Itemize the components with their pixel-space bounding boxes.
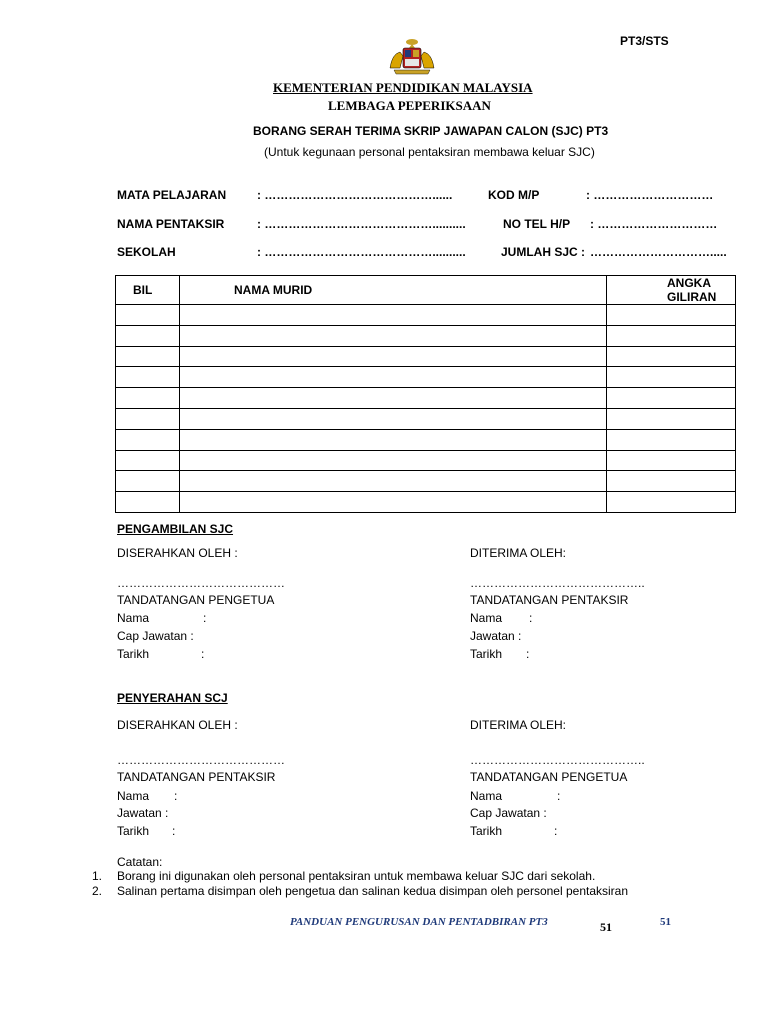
- examination-board: LEMBAGA PEPERIKSAAN: [328, 98, 491, 113]
- coat-of-arms-logo: [386, 38, 438, 78]
- index-number-cell[interactable]: [607, 450, 736, 471]
- collection-assessor-date-label: Tarikh: [470, 647, 503, 661]
- collection-principal-date-colon: :: [201, 647, 205, 661]
- handover-principal-stamp-label: Cap Jawatan :: [470, 806, 547, 820]
- index-number-cell[interactable]: [607, 408, 736, 429]
- page-number-inline: 51: [600, 920, 612, 934]
- table-row: [116, 346, 736, 367]
- bil-cell[interactable]: [116, 429, 180, 450]
- subject-code-label: KOD M/P: [488, 188, 540, 202]
- subject-field[interactable]: : ……………………………………......: [257, 188, 453, 202]
- student-name-cell[interactable]: [180, 471, 607, 492]
- collection-principal-stamp-label: Cap Jawatan :: [117, 629, 194, 643]
- note-2: Salinan pertama disimpan oleh pengetua dan salinan kedua disimpan oleh personel pentaksiran: [117, 884, 629, 898]
- table-row: [116, 367, 736, 388]
- collection-principal-name-label: Nama: [117, 611, 150, 625]
- handover-principal-date-label: Tarikh: [470, 824, 503, 838]
- handover-received-by-label: DITERIMA OLEH:: [470, 718, 567, 732]
- bil-cell[interactable]: [116, 388, 180, 409]
- phone-label: NO TEL H/P: [503, 217, 571, 231]
- footer-guide-title: PANDUAN PENGURUSAN DAN PENTADBIRAN PT3: [290, 916, 548, 928]
- phone-field[interactable]: : …………………………: [590, 217, 718, 231]
- collection-heading: PENGAMBILAN SJC: [117, 522, 234, 536]
- collection-principal-signature-label: TANDATANGAN PENGETUA: [117, 593, 275, 607]
- table-row: [116, 471, 736, 492]
- ministry-name: KEMENTERIAN PENDIDIKAN MALAYSIA: [273, 80, 533, 95]
- index-number-cell[interactable]: [607, 346, 736, 367]
- column-header-bil: BIL: [116, 276, 180, 305]
- table-row: [116, 450, 736, 471]
- student-name-cell[interactable]: [180, 492, 607, 513]
- collection-assessor-date-colon: :: [526, 647, 530, 661]
- student-name-cell[interactable]: [180, 450, 607, 471]
- bil-cell[interactable]: [116, 492, 180, 513]
- table-row: [116, 305, 736, 326]
- student-name-cell[interactable]: [180, 388, 607, 409]
- student-name-cell[interactable]: [180, 429, 607, 450]
- handover-assessor-date-label: Tarikh: [117, 824, 150, 838]
- collection-principal-name-colon: :: [203, 611, 207, 625]
- handover-assessor-date-colon: :: [172, 824, 176, 838]
- bil-cell[interactable]: [116, 325, 180, 346]
- collection-principal-signature-line[interactable]: ……………………………………: [117, 576, 285, 590]
- collection-received-by-label: DITERIMA OLEH:: [470, 546, 567, 560]
- collection-assessor-name-colon: :: [529, 611, 533, 625]
- total-sjc-label: JUMLAH SJC :: [501, 245, 586, 259]
- table-row: [116, 325, 736, 346]
- index-number-cell[interactable]: [607, 471, 736, 492]
- column-header-index-number: ANGKA GILIRAN: [607, 276, 736, 305]
- assessor-name-field[interactable]: : ……………………………………..........: [257, 217, 466, 231]
- index-number-cell[interactable]: [607, 492, 736, 513]
- bil-cell[interactable]: [116, 471, 180, 492]
- column-header-student-name: NAMA MURID: [180, 276, 607, 305]
- table-row: [116, 388, 736, 409]
- bil-cell[interactable]: [116, 367, 180, 388]
- bil-cell[interactable]: [116, 408, 180, 429]
- page-number: 51: [660, 916, 671, 928]
- collection-assessor-post-label: Jawatan :: [470, 629, 522, 643]
- index-number-cell[interactable]: [607, 429, 736, 450]
- handover-principal-name-colon: :: [557, 789, 561, 803]
- school-field[interactable]: : ……………………………………..........: [257, 245, 466, 259]
- bil-cell[interactable]: [116, 305, 180, 326]
- subject-label: MATA PELAJARAN: [117, 188, 227, 202]
- table-row: [116, 408, 736, 429]
- school-label: SEKOLAH: [117, 245, 176, 259]
- subject-code-field[interactable]: : …………………………: [586, 188, 714, 202]
- table-row: [116, 429, 736, 450]
- handover-assessor-signature-line[interactable]: ……………………………………: [117, 753, 285, 767]
- student-table: [115, 275, 736, 513]
- assessor-name-label: NAMA PENTAKSIR: [117, 217, 225, 231]
- total-sjc-field[interactable]: ………………………….....: [590, 245, 727, 259]
- bil-cell[interactable]: [116, 346, 180, 367]
- handover-assessor-name-colon: :: [174, 789, 178, 803]
- bil-cell[interactable]: [116, 450, 180, 471]
- form-title: BORANG SERAH TERIMA SKRIP JAWAPAN CALON (SJC) PT3: [253, 124, 609, 138]
- note-1-number: 1.: [92, 869, 103, 883]
- handover-assessor-name-label: Nama: [117, 789, 150, 803]
- index-number-cell[interactable]: [607, 325, 736, 346]
- student-name-cell[interactable]: [180, 367, 607, 388]
- handover-principal-signature-label: TANDATANGAN PENGETUA: [470, 770, 628, 784]
- student-name-cell[interactable]: [180, 325, 607, 346]
- handover-heading: PENYERAHAN SCJ: [117, 691, 228, 705]
- handover-principal-name-label: Nama: [470, 789, 503, 803]
- handover-handed-by-label: DISERAHKAN OLEH :: [117, 718, 238, 732]
- student-name-cell[interactable]: [180, 346, 607, 367]
- handover-assessor-signature-label: TANDATANGAN PENTAKSIR: [117, 770, 276, 784]
- collection-assessor-name-label: Nama: [470, 611, 503, 625]
- handover-assessor-post-label: Jawatan :: [117, 806, 169, 820]
- index-number-cell[interactable]: [607, 367, 736, 388]
- note-1: Borang ini digunakan oleh personal pentaksiran untuk membawa keluar SJC dari sekolah.: [117, 869, 596, 883]
- document-code: PT3/STS: [620, 34, 669, 48]
- student-name-cell[interactable]: [180, 305, 607, 326]
- notes-heading: Catatan:: [117, 855, 163, 869]
- handover-principal-date-colon: :: [554, 824, 558, 838]
- table-row: [116, 492, 736, 513]
- collection-principal-date-label: Tarikh: [117, 647, 150, 661]
- collection-handed-by-label: DISERAHKAN OLEH :: [117, 546, 238, 560]
- collection-assessor-signature-line[interactable]: ……………………………………..: [470, 576, 645, 590]
- note-2-number: 2.: [92, 884, 103, 898]
- handover-principal-signature-line[interactable]: ……………………………………..: [470, 753, 645, 767]
- student-name-cell[interactable]: [180, 408, 607, 429]
- index-number-cell[interactable]: [607, 305, 736, 326]
- index-number-cell[interactable]: [607, 388, 736, 409]
- form-subtitle: (Untuk kegunaan personal pentaksiran membawa keluar SJC): [264, 145, 595, 159]
- table-header-row: [116, 276, 736, 305]
- collection-assessor-signature-label: TANDATANGAN PENTAKSIR: [470, 593, 629, 607]
